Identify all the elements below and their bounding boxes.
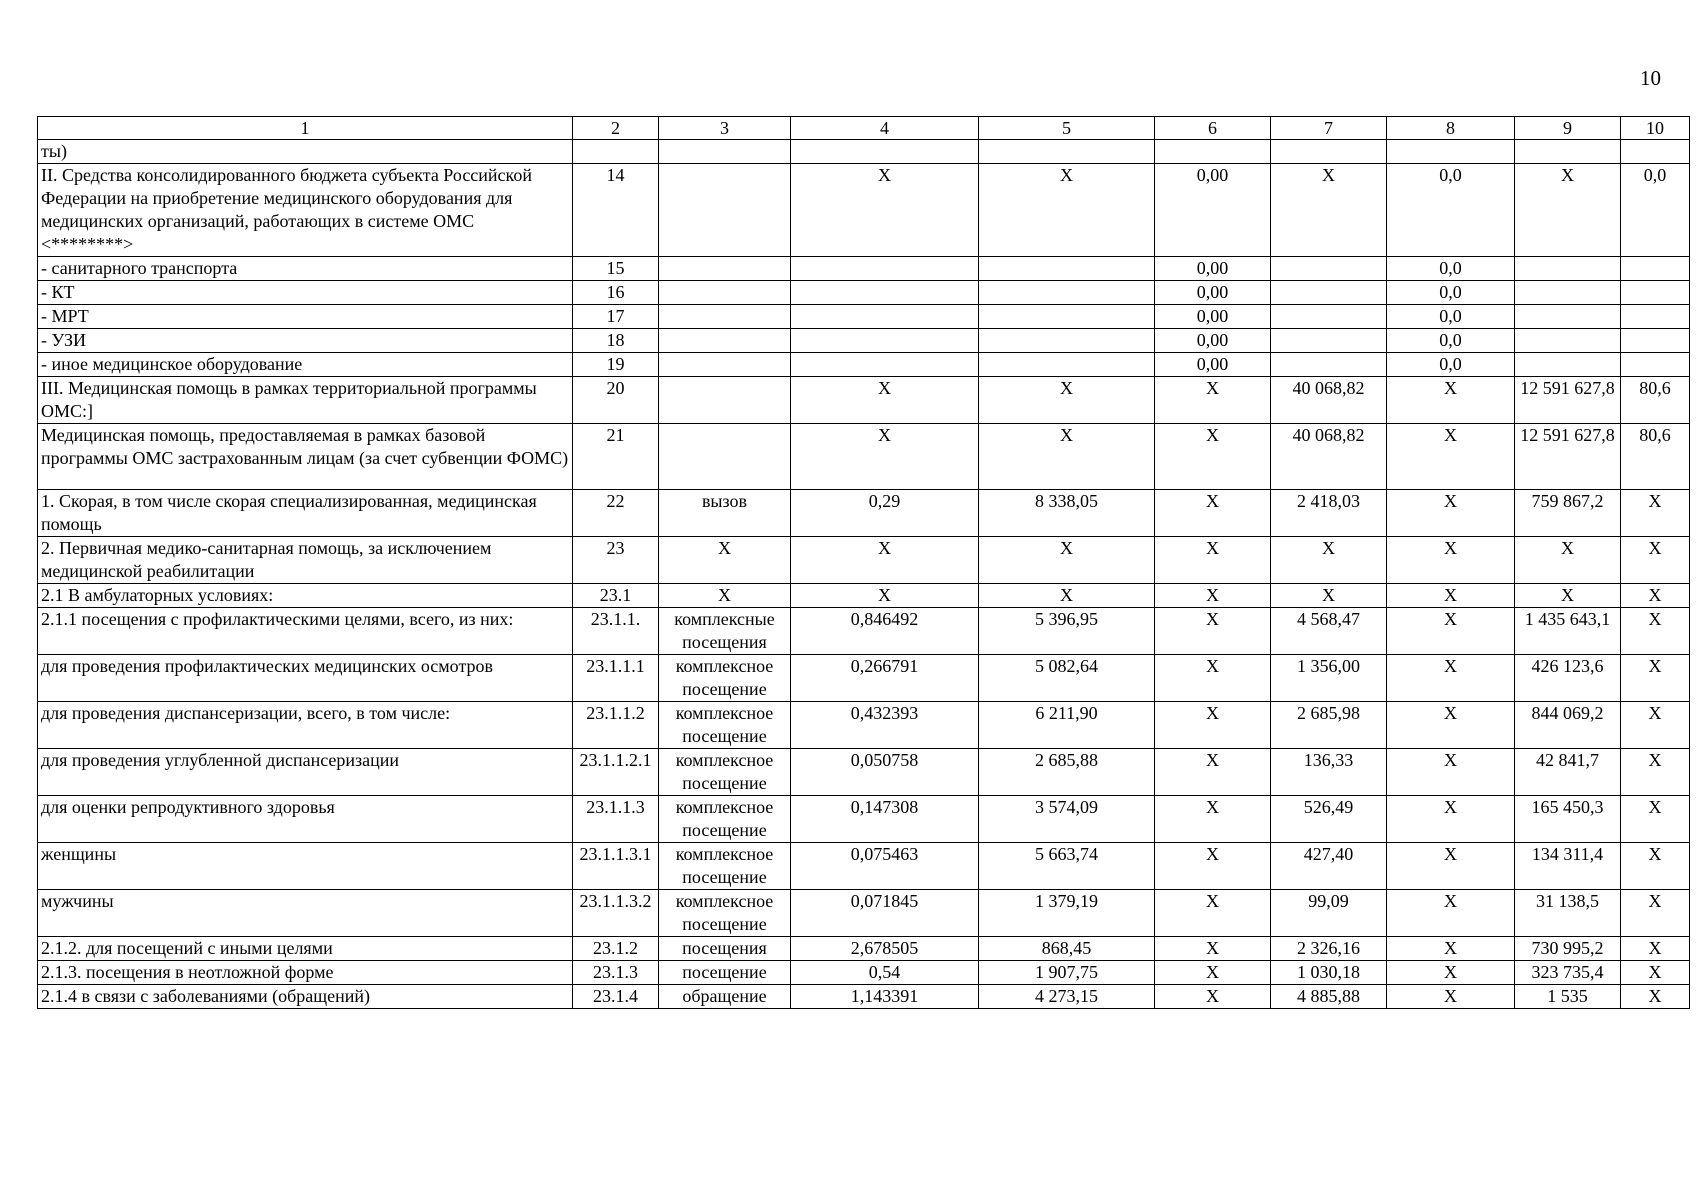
table-cell: X [1621, 608, 1690, 655]
table-cell: X [1155, 961, 1271, 985]
table-cell: X [1515, 537, 1621, 584]
table-cell: 5 663,74 [979, 843, 1155, 890]
table-cell: X [1621, 961, 1690, 985]
column-number-3: 3 [659, 117, 791, 140]
table-cell [791, 305, 979, 329]
table-cell: X [1387, 985, 1515, 1009]
table-row [38, 377, 1690, 424]
row-label-cell: 1. Скорая, в том числе скорая специализированная, медицинская помощь [38, 490, 573, 537]
table-cell: X [1155, 655, 1271, 702]
table-cell: 2,678505 [791, 937, 979, 961]
table-cell: 0,00 [1155, 281, 1271, 305]
table-cell [1515, 305, 1621, 329]
table-cell [1621, 257, 1690, 281]
table-cell: X [1387, 843, 1515, 890]
table-cell: 16 [573, 281, 659, 305]
row-label-cell: - КТ [38, 281, 573, 305]
column-number-9: 9 [1515, 117, 1621, 140]
table-cell: 1 030,18 [1271, 961, 1387, 985]
table-cell: 22 [573, 490, 659, 537]
table-cell: 23.1.1. [573, 608, 659, 655]
data-table [37, 116, 1690, 1009]
table-row [38, 961, 1690, 985]
table-cell: X [1155, 985, 1271, 1009]
table-cell: посещение [659, 961, 791, 985]
table-cell [979, 281, 1155, 305]
row-label-cell: женщины [38, 843, 573, 890]
table-cell: обращение [659, 985, 791, 1009]
table-cell [979, 140, 1155, 164]
table-cell: 23.1.1.3 [573, 796, 659, 843]
table-cell: 12 591 627,8 [1515, 377, 1621, 424]
table-cell: X [1387, 424, 1515, 490]
table-cell: 0,00 [1155, 164, 1271, 257]
table-row [38, 329, 1690, 353]
table-cell: комплексное посещение [659, 890, 791, 937]
table-cell: X [1621, 890, 1690, 937]
table-cell: 0,29 [791, 490, 979, 537]
table-cell [1271, 257, 1387, 281]
table-cell: комплексное посещение [659, 843, 791, 890]
table-cell: 426 123,6 [1515, 655, 1621, 702]
table-cell: X [1155, 377, 1271, 424]
table-cell: X [1387, 796, 1515, 843]
table-cell: 99,09 [1271, 890, 1387, 937]
table-cell [1621, 140, 1690, 164]
table-cell: X [791, 377, 979, 424]
table-cell: 0,147308 [791, 796, 979, 843]
table-row [38, 843, 1690, 890]
table-cell: X [659, 584, 791, 608]
table-cell [979, 329, 1155, 353]
table-cell: X [1155, 424, 1271, 490]
table-cell [1621, 353, 1690, 377]
table-row [38, 281, 1690, 305]
table-cell: 42 841,7 [1515, 749, 1621, 796]
table-cell: X [1621, 985, 1690, 1009]
table-cell [791, 281, 979, 305]
row-label-cell: ты) [38, 140, 573, 164]
table-cell: 15 [573, 257, 659, 281]
table-cell: 23.1.1.3.1 [573, 843, 659, 890]
table-row [38, 749, 1690, 796]
table-cell: 0,0 [1387, 164, 1515, 257]
row-label-cell: 2.1.2. для посещений с иными целями [38, 937, 573, 961]
table-cell: 40 068,82 [1271, 377, 1387, 424]
table-cell: X [1621, 796, 1690, 843]
table-cell: X [791, 424, 979, 490]
table-cell: X [1387, 608, 1515, 655]
table-cell: X [1155, 608, 1271, 655]
table-cell: 0,00 [1155, 353, 1271, 377]
table-cell: X [1155, 749, 1271, 796]
table-cell: 1 379,19 [979, 890, 1155, 937]
table-cell: X [1387, 490, 1515, 537]
table-cell: комплексные посещения [659, 608, 791, 655]
table-cell: 0,0 [1387, 329, 1515, 353]
row-label-cell: для проведения профилактических медицинских осмотров [38, 655, 573, 702]
table-cell: 1 907,75 [979, 961, 1155, 985]
table-row [38, 890, 1690, 937]
table-cell [659, 164, 791, 257]
table-cell: X [1387, 377, 1515, 424]
table-row [38, 490, 1690, 537]
table-cell: 0,050758 [791, 749, 979, 796]
row-label-cell: 2.1.1 посещения с профилактическими целями, всего, из них: [38, 608, 573, 655]
table-cell: комплексное посещение [659, 796, 791, 843]
table-cell: 23.1.4 [573, 985, 659, 1009]
column-number-10: 10 [1621, 117, 1690, 140]
table-cell: 730 995,2 [1515, 937, 1621, 961]
table-cell: 0,0 [1621, 164, 1690, 257]
row-label-cell: 2.1.4 в связи с заболеваниями (обращений) [38, 985, 573, 1009]
table-cell: 844 069,2 [1515, 702, 1621, 749]
row-label-cell: 2.1.3. посещения в неотложной форме [38, 961, 573, 985]
row-label-cell: для проведения углубленной диспансеризации [38, 749, 573, 796]
table-row [38, 140, 1690, 164]
column-number-6: 6 [1155, 117, 1271, 140]
table-cell [1515, 257, 1621, 281]
table-row [38, 937, 1690, 961]
table-cell [1621, 305, 1690, 329]
table-cell: 0,846492 [791, 608, 979, 655]
table-cell: 23.1.3 [573, 961, 659, 985]
table-cell: 18 [573, 329, 659, 353]
table-cell: 2 326,16 [1271, 937, 1387, 961]
table-cell: 80,6 [1621, 424, 1690, 490]
table-cell: 23.1.1.2 [573, 702, 659, 749]
table-cell: X [1387, 890, 1515, 937]
table-cell [659, 257, 791, 281]
table-cell: 868,45 [979, 937, 1155, 961]
table-cell: X [979, 164, 1155, 257]
table-cell: 323 735,4 [1515, 961, 1621, 985]
table-cell: X [979, 377, 1155, 424]
table-cell: 23.1.1.1 [573, 655, 659, 702]
table-cell: X [1155, 796, 1271, 843]
table-cell [659, 353, 791, 377]
table-cell: посещения [659, 937, 791, 961]
table-cell: 4 273,15 [979, 985, 1155, 1009]
table-cell: 1,143391 [791, 985, 979, 1009]
table-row [38, 702, 1690, 749]
table-cell: 23 [573, 537, 659, 584]
table-cell: 5 396,95 [979, 608, 1155, 655]
table-row [38, 257, 1690, 281]
table-cell: X [979, 584, 1155, 608]
table-cell: 23.1 [573, 584, 659, 608]
row-label-cell: - МРТ [38, 305, 573, 329]
table-cell [1515, 281, 1621, 305]
column-number-7: 7 [1271, 117, 1387, 140]
table-cell: X [1387, 655, 1515, 702]
table-cell: 0,00 [1155, 257, 1271, 281]
table-row [38, 608, 1690, 655]
table-cell [979, 305, 1155, 329]
table-cell [1271, 305, 1387, 329]
table-cell: X [1387, 749, 1515, 796]
row-label-cell: для оценки репродуктивного здоровья [38, 796, 573, 843]
table-cell: 1 535 [1515, 985, 1621, 1009]
table-cell: 23.1.1.2.1 [573, 749, 659, 796]
table-cell: 0,075463 [791, 843, 979, 890]
table-cell: 14 [573, 164, 659, 257]
table-cell: 3 574,09 [979, 796, 1155, 843]
table-cell [1621, 329, 1690, 353]
table-cell: X [979, 424, 1155, 490]
table-cell: X [1387, 937, 1515, 961]
table-cell [1621, 281, 1690, 305]
table-cell: X [1621, 490, 1690, 537]
table-cell: 23.1.1.3.2 [573, 890, 659, 937]
table-cell: X [1155, 537, 1271, 584]
table-cell: 0,54 [791, 961, 979, 985]
table-cell: 2 685,98 [1271, 702, 1387, 749]
table-cell: 0,071845 [791, 890, 979, 937]
table-cell [659, 281, 791, 305]
row-label-cell: 2. Первичная медико-санитарная помощь, за исключением медицинской реабилитации [38, 537, 573, 584]
table-row [38, 164, 1690, 257]
row-label-cell: 2.1 В амбулаторных условиях: [38, 584, 573, 608]
table-cell: X [1621, 749, 1690, 796]
row-label-cell: для проведения диспансеризации, всего, в том числе: [38, 702, 573, 749]
table-cell: 23.1.2 [573, 937, 659, 961]
row-label-cell: - УЗИ [38, 329, 573, 353]
table-cell: X [1387, 537, 1515, 584]
table-cell: X [1155, 890, 1271, 937]
table-cell [659, 377, 791, 424]
table-cell: 6 211,90 [979, 702, 1155, 749]
table-cell: 2 685,88 [979, 749, 1155, 796]
table-cell: X [1271, 164, 1387, 257]
table-cell: 31 138,5 [1515, 890, 1621, 937]
table-cell: X [1155, 937, 1271, 961]
table-cell: X [1515, 584, 1621, 608]
table-cell: комплексное посещение [659, 702, 791, 749]
table-cell [573, 140, 659, 164]
table-row [38, 353, 1690, 377]
table-cell [659, 140, 791, 164]
table-cell: 136,33 [1271, 749, 1387, 796]
table-cell: 0,0 [1387, 281, 1515, 305]
row-label-cell: III. Медицинская помощь в рамках территориальной программы ОМС:] [38, 377, 573, 424]
table-cell: X [1155, 702, 1271, 749]
table-row [38, 537, 1690, 584]
table-cell: 0,266791 [791, 655, 979, 702]
table-cell [659, 329, 791, 353]
table-cell: 134 311,4 [1515, 843, 1621, 890]
table-cell: 0,00 [1155, 329, 1271, 353]
table-cell [1271, 140, 1387, 164]
row-label-cell: - санитарного транспорта [38, 257, 573, 281]
table-cell [1271, 281, 1387, 305]
table-cell: 427,40 [1271, 843, 1387, 890]
table-cell: X [791, 537, 979, 584]
table-cell: комплексное посещение [659, 655, 791, 702]
page-number: 10 [1640, 66, 1661, 90]
table-cell: 526,49 [1271, 796, 1387, 843]
column-number-1: 1 [38, 117, 573, 140]
table-row [38, 424, 1690, 490]
table-cell: 0,432393 [791, 702, 979, 749]
table-cell: X [1621, 843, 1690, 890]
table-cell [1515, 353, 1621, 377]
table-cell: вызов [659, 490, 791, 537]
table-cell: 0,0 [1387, 305, 1515, 329]
table-cell: 0,0 [1387, 257, 1515, 281]
table-cell [1271, 329, 1387, 353]
table-cell: комплексное посещение [659, 749, 791, 796]
table-cell [979, 257, 1155, 281]
row-label-cell: - иное медицинское оборудование [38, 353, 573, 377]
table-cell: X [659, 537, 791, 584]
row-label-cell: мужчины [38, 890, 573, 937]
column-number-8: 8 [1387, 117, 1515, 140]
table-row [38, 985, 1690, 1009]
table-cell: X [1387, 584, 1515, 608]
table-cell [1515, 140, 1621, 164]
table-cell: 19 [573, 353, 659, 377]
table-cell: 0,0 [1387, 353, 1515, 377]
table-cell: X [1271, 537, 1387, 584]
table-cell: 20 [573, 377, 659, 424]
table-cell: 1 356,00 [1271, 655, 1387, 702]
table-cell: X [1271, 584, 1387, 608]
column-number-4: 4 [791, 117, 979, 140]
table-cell [1387, 140, 1515, 164]
table-row [38, 796, 1690, 843]
table-cell: X [1387, 961, 1515, 985]
table-cell: 12 591 627,8 [1515, 424, 1621, 490]
table-cell [979, 353, 1155, 377]
table-cell [659, 424, 791, 490]
table-cell [659, 305, 791, 329]
table-cell: X [1621, 655, 1690, 702]
table-cell: 5 082,64 [979, 655, 1155, 702]
table-cell: 759 867,2 [1515, 490, 1621, 537]
table-cell: 8 338,05 [979, 490, 1155, 537]
table-cell: X [791, 584, 979, 608]
table-cell [1271, 353, 1387, 377]
table-cell: 17 [573, 305, 659, 329]
table-cell: 4 568,47 [1271, 608, 1387, 655]
table-cell: X [1621, 937, 1690, 961]
table-cell: 80,6 [1621, 377, 1690, 424]
table-cell: X [979, 537, 1155, 584]
table-cell: X [1621, 584, 1690, 608]
table-cell: X [1515, 164, 1621, 257]
table-cell [791, 140, 979, 164]
row-label-cell: Медицинская помощь, предоставляемая в рамках базовой программы ОМС застрахованным лицам (за счет субвенции ФОМС) [38, 424, 573, 490]
table-cell: 21 [573, 424, 659, 490]
table-cell: X [1621, 702, 1690, 749]
table-cell [1155, 140, 1271, 164]
table-header-row [38, 117, 1690, 140]
table-cell [1515, 329, 1621, 353]
table-cell: 40 068,82 [1271, 424, 1387, 490]
table-row [38, 584, 1690, 608]
table-cell: 2 418,03 [1271, 490, 1387, 537]
table-cell: X [1155, 490, 1271, 537]
row-label-cell: II. Средства консолидированного бюджета субъекта Российской Федерации на приобретение медицинского оборудования для медицинских организаций, работающих в системе ОМС <********> [38, 164, 573, 257]
column-number-5: 5 [979, 117, 1155, 140]
table-cell: X [1621, 537, 1690, 584]
table-cell: 1 435 643,1 [1515, 608, 1621, 655]
table-cell [791, 353, 979, 377]
table-cell [791, 257, 979, 281]
table-cell: 4 885,88 [1271, 985, 1387, 1009]
table-row [38, 655, 1690, 702]
table-cell: X [1387, 702, 1515, 749]
table-cell: 0,00 [1155, 305, 1271, 329]
table-cell: 165 450,3 [1515, 796, 1621, 843]
table-cell: X [791, 164, 979, 257]
table-cell: X [1155, 843, 1271, 890]
column-number-2: 2 [573, 117, 659, 140]
table-row [38, 305, 1690, 329]
table-cell [791, 329, 979, 353]
table-cell: X [1155, 584, 1271, 608]
